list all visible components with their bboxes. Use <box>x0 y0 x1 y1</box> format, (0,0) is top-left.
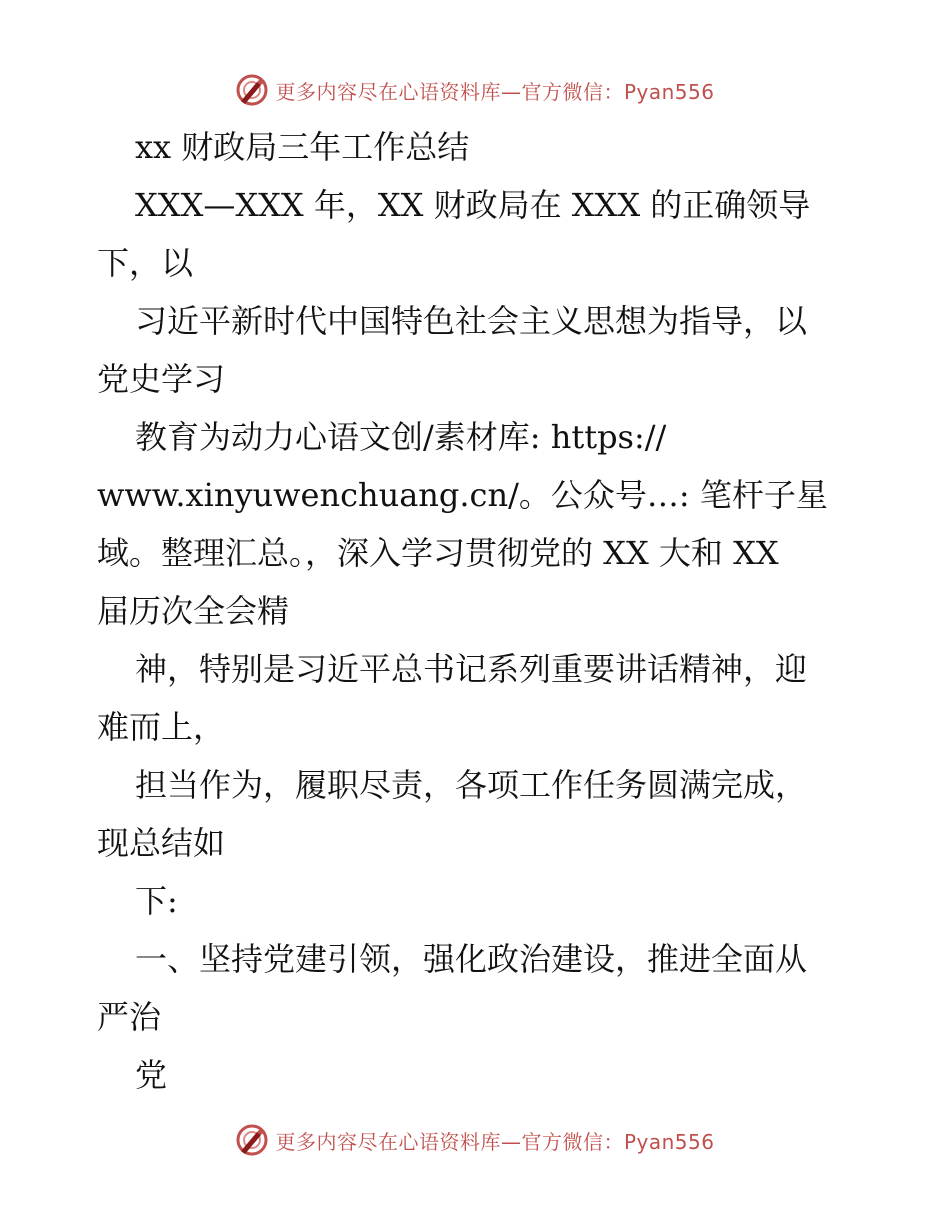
document-line: 难而上， <box>97 708 226 746</box>
document-line: 担当作为，履职尽责，各项工作任务圆满完成， <box>135 766 808 804</box>
document-line: 域。整理汇总。，深入学习贯彻党的 XX 大和 XX <box>97 534 779 572</box>
document-line: 党史学习 <box>97 360 226 398</box>
banner-text: 更多内容尽在心语资料库—官方微信：Pyan556 <box>275 1129 715 1154</box>
document-line: 严治 <box>97 998 162 1036</box>
document-line: 现总结如 <box>97 824 226 862</box>
document-body <box>97 118 857 1104</box>
banner-text: 更多内容尽在心语资料库—官方微信：Pyan556 <box>275 79 715 104</box>
document-line: 教育为动力心语文创/素材库: https:// <box>135 418 667 456</box>
pen-logo-icon <box>235 73 269 107</box>
pen-logo-icon <box>235 1123 269 1157</box>
document-line: www.xinyuwenchuang.cn/。公众号…: 笔杆子星 <box>97 476 828 514</box>
document-line: XXX—XXX 年，XX 财政局在 XXX 的正确领导 <box>135 186 811 224</box>
document-line: 届历次全会精 <box>97 592 290 630</box>
footer-watermark-banner <box>0 1120 950 1160</box>
document-line: 一、坚持党建引领，强化政治建设，推进全面从 <box>135 940 808 978</box>
document-line: xx 财政局三年工作总结 <box>135 128 470 166</box>
document-line: 党 <box>135 1056 168 1094</box>
document-line: 下，以 <box>97 244 194 282</box>
document-line: 习近平新时代中国特色社会主义思想为指导，以 <box>135 302 808 340</box>
header-watermark-banner <box>0 70 950 110</box>
document-line: 下: <box>135 882 178 920</box>
document-line: 神，特别是习近平总书记系列重要讲话精神，迎 <box>135 650 808 688</box>
